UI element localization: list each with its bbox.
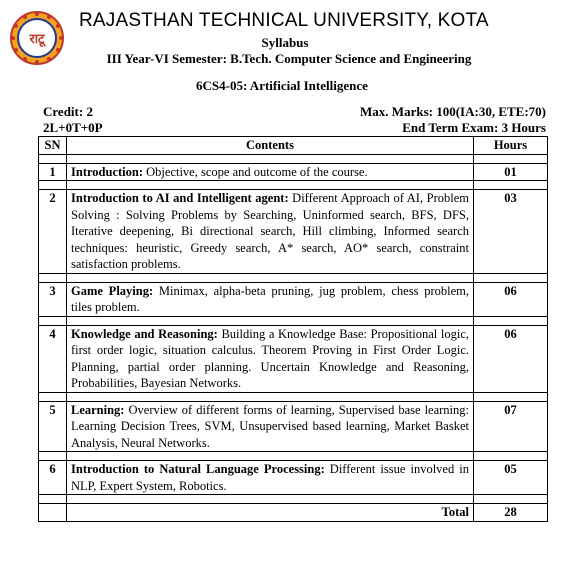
- row-content: [67, 282, 474, 316]
- row-topic: Introduction to AI and Intelligent agent:: [71, 191, 289, 205]
- row-description: Different issue involved in NLP, Expert System, Robotics.: [71, 462, 469, 493]
- document-subtitle: Syllabus: [261, 35, 309, 50]
- row-sn: 1: [39, 163, 67, 181]
- row-hours: 05: [474, 461, 548, 495]
- row-content: [67, 401, 474, 452]
- university-name: RAJASTHAN TECHNICAL UNIVERSITY, KOTA: [79, 10, 489, 31]
- university-logo-icon: [9, 10, 65, 66]
- program-title: III Year-VI Semester: B.Tech. Computer Science and Engineering: [106, 51, 472, 66]
- logo-text: राटू: [29, 32, 45, 47]
- header-contents: Contents: [67, 137, 474, 155]
- row-sn: 5: [39, 401, 67, 452]
- table-header-row: [39, 137, 548, 155]
- row-content: [67, 190, 474, 274]
- row-description: Overview of different forms of learning, Supervised base learning: Learning Decision Trees, SVM, Unsupervised based learning, Market Basket Analysis, Neural Networks.: [71, 402, 469, 450]
- row-sn: 6: [39, 461, 67, 495]
- credit-info: Credit: 2: [43, 104, 93, 119]
- syllabus-table: [38, 136, 548, 522]
- total-row: [39, 504, 548, 522]
- row-content: [67, 163, 474, 181]
- row-description: Minimax, alpha-beta pruning, jug problem, chess problem, tiles problem.: [71, 283, 469, 314]
- header-hours: Hours: [474, 137, 548, 155]
- table-row: [39, 325, 548, 392]
- row-hours: 06: [474, 282, 548, 316]
- row-description: Objective, scope and outcome of the course.: [143, 164, 368, 179]
- row-topic: Learning:: [71, 402, 125, 417]
- max-marks-info: Max. Marks: 100(IA:30, ETE:70): [360, 104, 546, 119]
- table-row: [39, 401, 548, 452]
- row-topic: Game Playing:: [71, 283, 154, 298]
- row-topic: Introduction to Natural Language Processing:: [71, 462, 325, 476]
- row-description: Building a Knowledge Base: Propositional logic, first order logic, situation calculus. Theorem Proving in First Order Logic. Planning, partial order planning. Uncertain Knowledge and Reasoning, Probabilities, Bayesian Networks.: [71, 326, 469, 390]
- row-hours: 01: [474, 163, 548, 181]
- row-description: Different Approach of AI, Problem Solving : Solving Problems by Searching, Uninformed search, BFS, DFS, Iterative deepening, Bi directional search, Hill climbing, Informed search techniques: heuristic, Greedy search, A* search, AO* search, constraint satisfaction problems.: [71, 191, 469, 271]
- row-sn: 4: [39, 325, 67, 392]
- header-sn: SN: [39, 137, 67, 155]
- table-row: [39, 282, 548, 316]
- row-topic: Introduction:: [71, 164, 144, 179]
- row-hours: 07: [474, 401, 548, 452]
- row-sn: 2: [39, 190, 67, 274]
- table-row: [39, 461, 548, 495]
- row-hours: 03: [474, 190, 548, 274]
- total-hours: 28: [474, 504, 548, 522]
- table-row: [39, 190, 548, 274]
- row-topic: Knowledge and Reasoning:: [71, 326, 218, 341]
- exam-duration-info: End Term Exam: 3 Hours: [402, 120, 546, 135]
- row-content: [67, 325, 474, 392]
- row-sn: 3: [39, 282, 67, 316]
- total-label: Total: [67, 504, 474, 522]
- row-content: [67, 461, 474, 495]
- row-hours: 06: [474, 325, 548, 392]
- table-row: [39, 163, 548, 181]
- ltp-info: 2L+0T+0P: [43, 120, 103, 135]
- course-title: 6CS4-05: Artificial Intelligence: [196, 78, 368, 93]
